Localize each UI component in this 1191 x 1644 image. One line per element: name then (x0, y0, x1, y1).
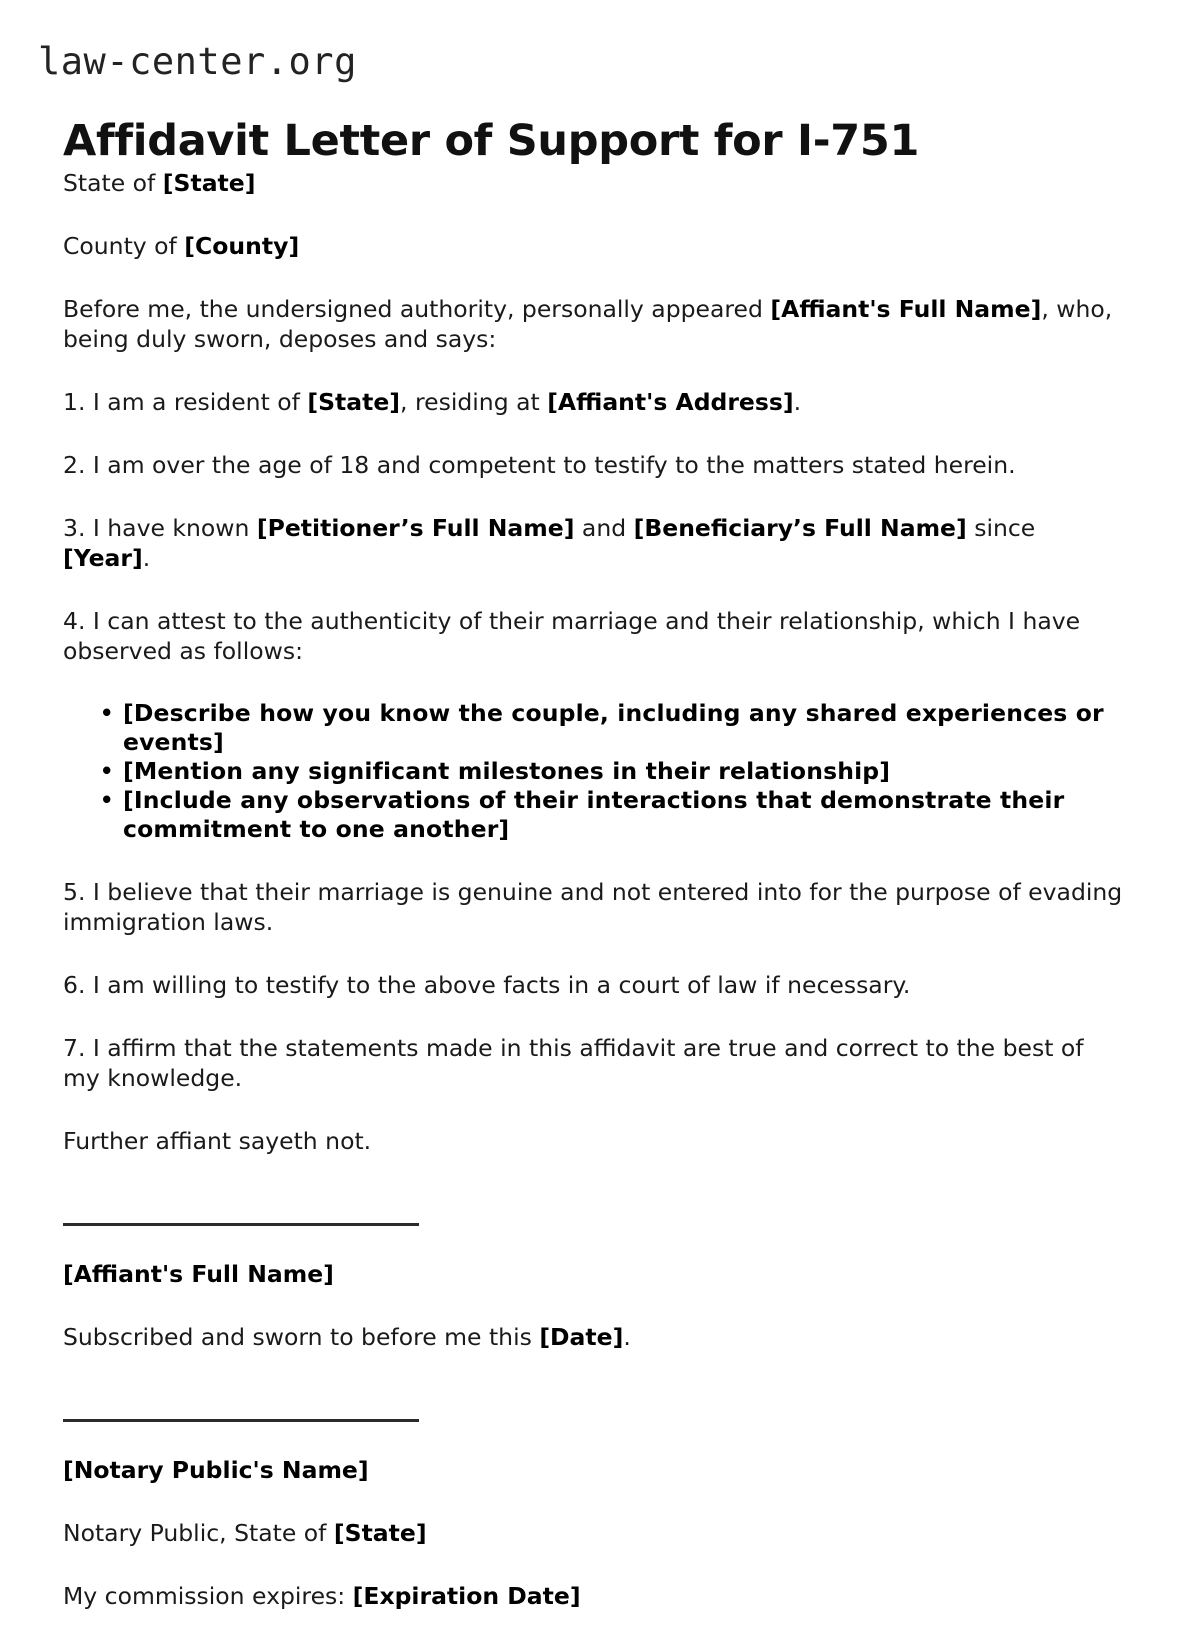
closing-line: Further affiant sayeth not. (63, 1127, 372, 1155)
list-item: • [Mention any significant milestones in their relationship] (123, 757, 1123, 786)
affiant-name-placeholder: [Affiant's Full Name] (770, 295, 1042, 323)
list-item: • [Include any observations of their interactions that demonstrate their commitment to one another] (123, 786, 1123, 844)
intro-prefix: Before me, the undersigned authority, personally appeared (63, 295, 771, 323)
item-4: 4. I can attest to the authenticity of their marriage and their relationship, which I have observed as follows: (63, 607, 1081, 665)
item-3-suffix: . (142, 544, 151, 572)
county-placeholder: [County] (184, 232, 300, 260)
sworn-suffix: . (623, 1323, 631, 1351)
signature-spacer (63, 1189, 1123, 1211)
page-title: Affidavit Letter of Support for I-751 (63, 115, 920, 166)
intro-suffix: , who, being duly sworn, deposes and says: (63, 295, 1113, 353)
notary-signature-line (63, 1419, 419, 1422)
site-watermark: law-center.org (38, 40, 357, 83)
date-placeholder: [Date] (539, 1323, 624, 1351)
notary-state-prefix: Notary Public, State of (63, 1519, 334, 1547)
item-1-state-placeholder: [State] (307, 388, 401, 416)
observation-list (63, 699, 1123, 844)
item-7: 7. I affirm that the statements made in this affidavit are true and correct to the best of my knowledge. (63, 1034, 1084, 1092)
affiant-name-label: [Affiant's Full Name] (63, 1260, 334, 1288)
commission-expiry-line (63, 1581, 1123, 1611)
state-label: State of (63, 169, 163, 197)
county-label: County of (63, 232, 185, 260)
item-1-prefix: 1. I am a resident of (63, 388, 308, 416)
affiant-signature-line (63, 1223, 419, 1226)
document-body (63, 168, 1123, 1644)
beneficiary-name-placeholder: [Beneficiary’s Full Name] (633, 514, 967, 542)
state-placeholder: [State] (162, 169, 256, 197)
item-3-mid: and (574, 514, 634, 542)
intro-paragraph (63, 294, 1123, 354)
item-3-mid-2: since (966, 514, 1036, 542)
notary-signature-block (63, 1419, 1123, 1422)
list-item: • [Describe how you know the couple, including any shared experiences or events] (123, 699, 1123, 757)
item-1 (63, 387, 1123, 417)
item-1-mid: , residing at (400, 388, 548, 416)
affiant-signature-block (63, 1223, 1123, 1226)
sworn-prefix: Subscribed and sworn to before me this (63, 1323, 540, 1351)
year-placeholder: [Year] (63, 544, 143, 572)
notary-state-placeholder: [State] (333, 1519, 427, 1547)
county-line (63, 231, 1123, 261)
sworn-statement (63, 1322, 1123, 1352)
item-1-suffix: . (793, 388, 802, 416)
item-3 (63, 513, 1123, 573)
item-2: 2. I am over the age of 18 and competent to testify to the matters stated herein. (63, 451, 1016, 479)
expires-prefix: My commission expires: (63, 1582, 353, 1610)
item-5: 5. I believe that their marriage is genuine and not entered into for the purpose of evading immigration laws. (63, 878, 1123, 936)
expiration-date-placeholder: [Expiration Date] (352, 1582, 581, 1610)
item-6: 6. I am willing to testify to the above facts in a court of law if necessary. (63, 971, 911, 999)
notary-name-label: [Notary Public's Name] (63, 1456, 369, 1484)
affiant-address-placeholder: [Affiant's Address] (547, 388, 794, 416)
notary-state-line (63, 1518, 1123, 1548)
petitioner-name-placeholder: [Petitioner’s Full Name] (256, 514, 575, 542)
state-line (63, 168, 1123, 198)
item-3-prefix: 3. I have known (63, 514, 257, 542)
notary-spacer (63, 1385, 1123, 1407)
